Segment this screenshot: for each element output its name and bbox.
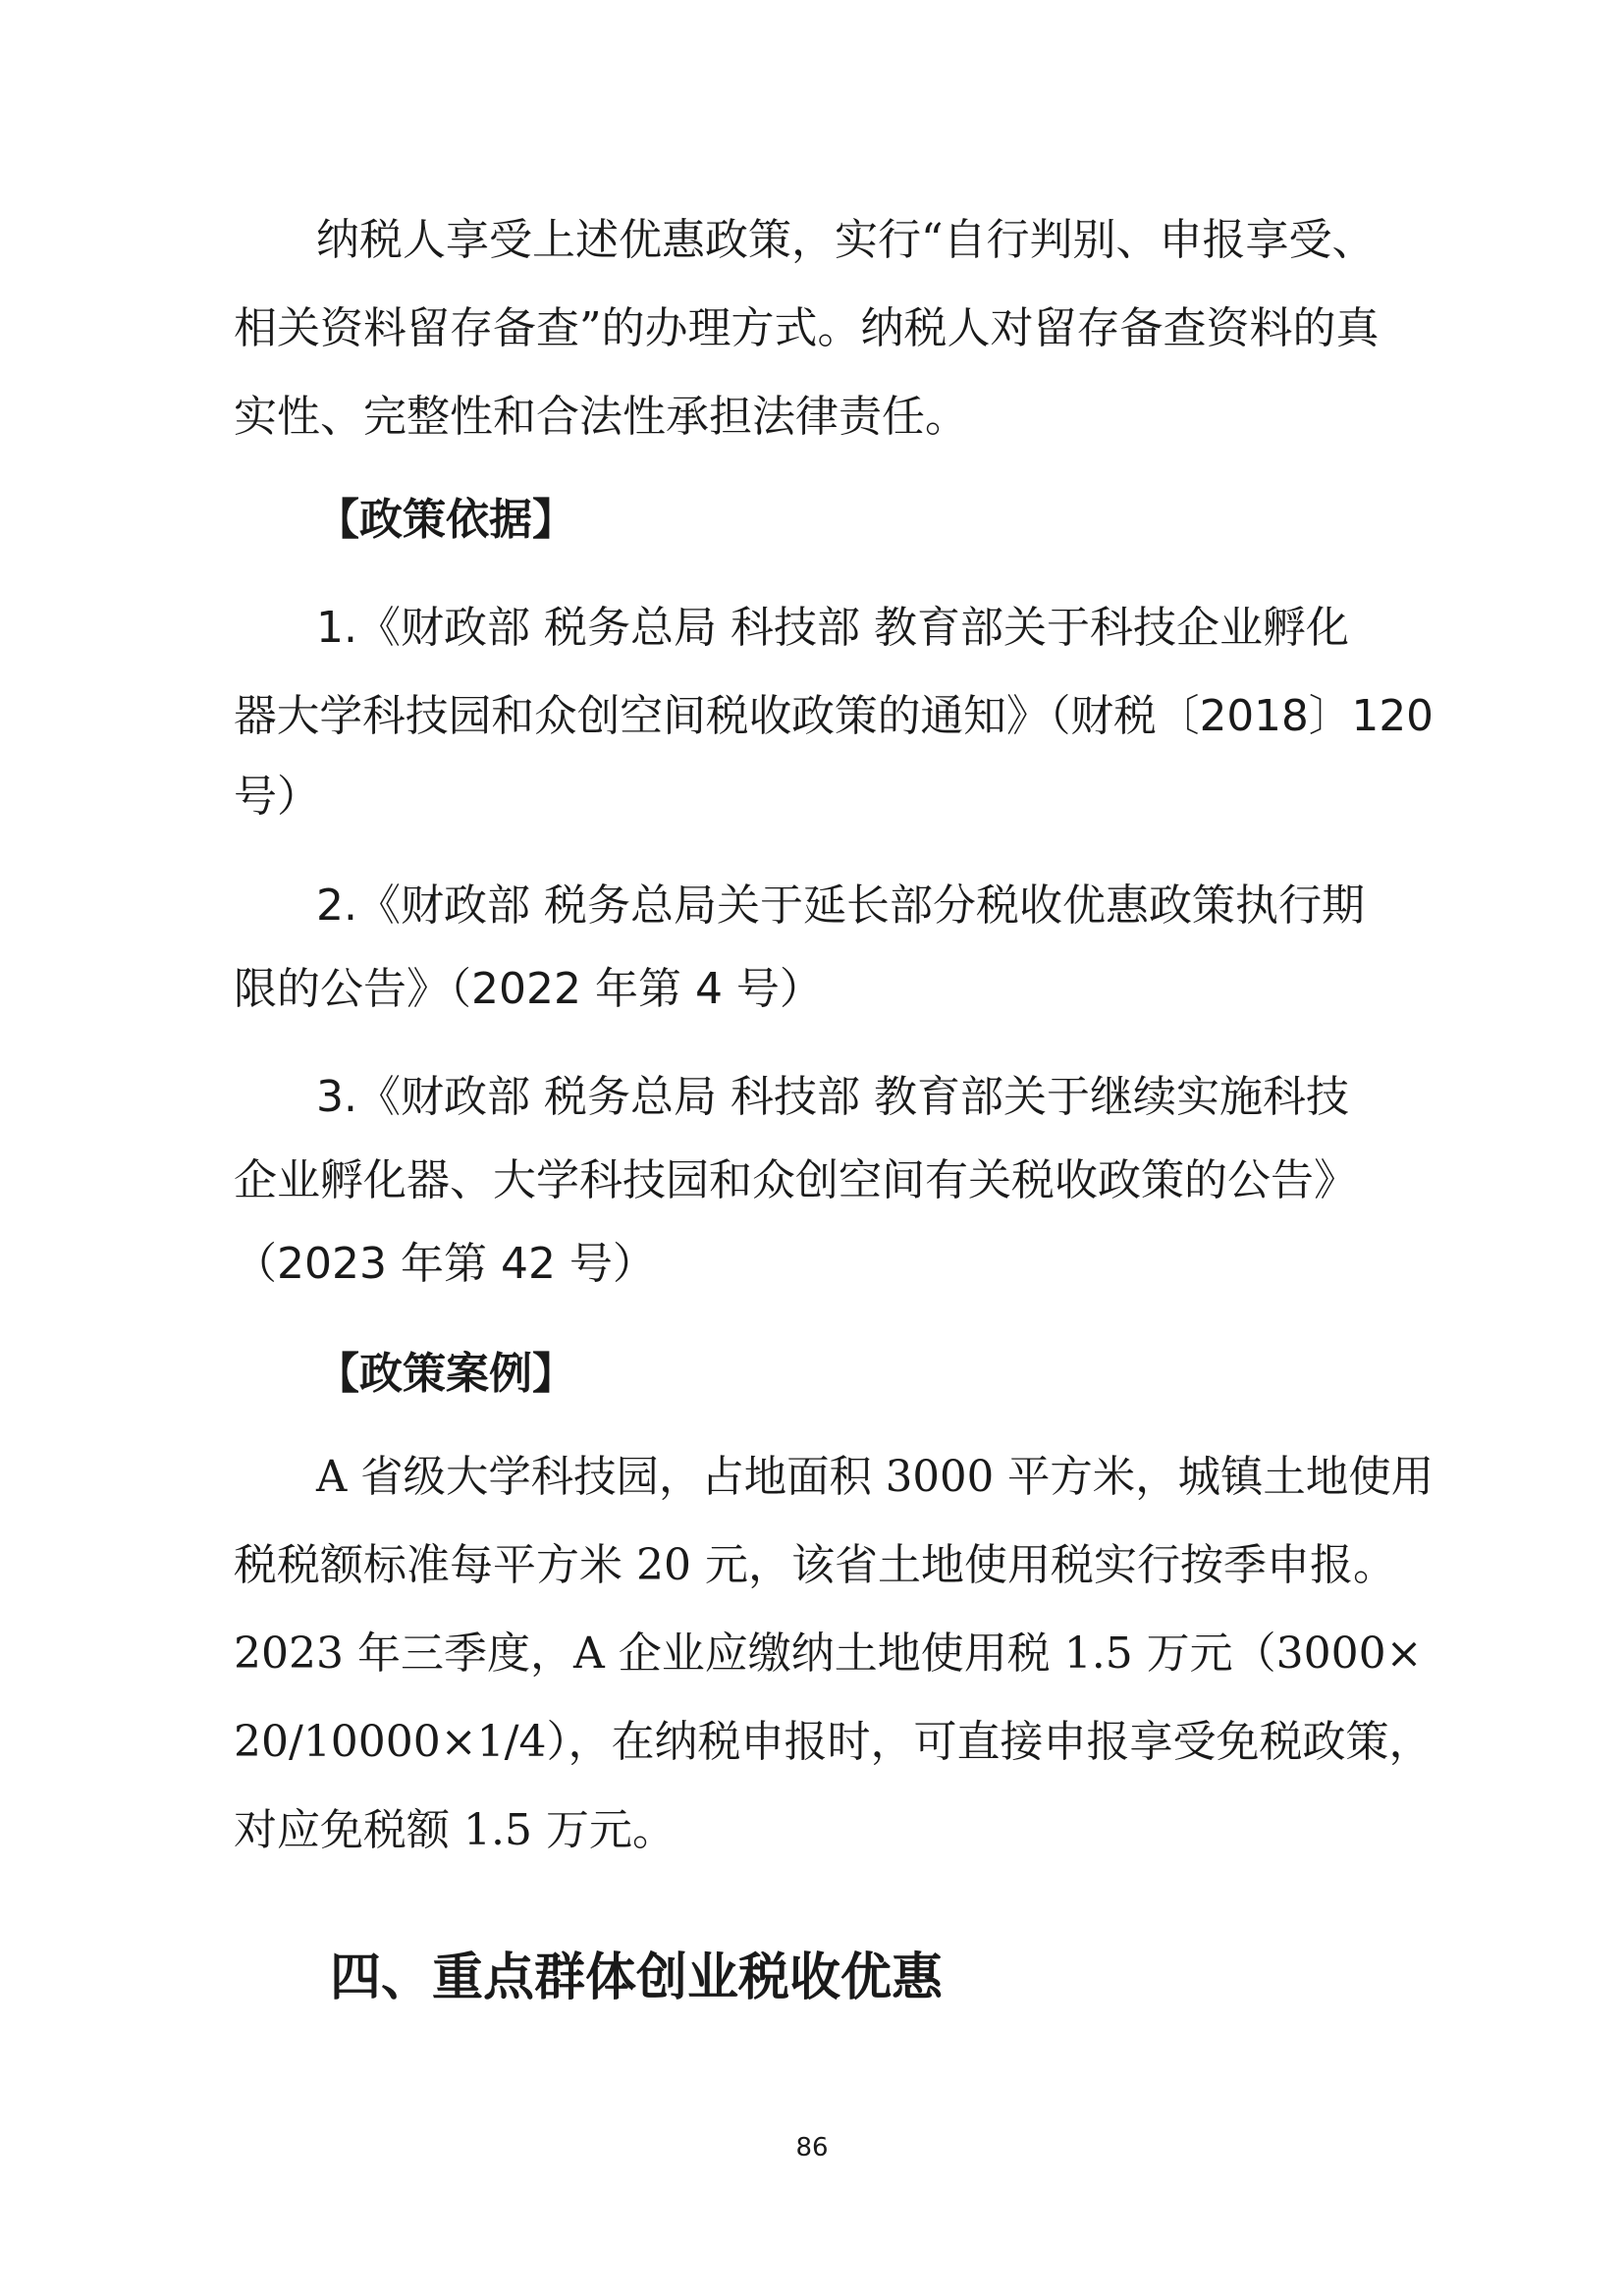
policy-case-heading: 【政策案例】 — [316, 1349, 575, 1399]
case-line: 对应免税额 1.5 万元。 — [234, 1805, 676, 1855]
basis-item-line: 1.《财政部 税务总局 科技部 教育部关于科技企业孵化 — [316, 603, 1349, 653]
basis-item-line: （2023 年第 42 号） — [234, 1239, 656, 1289]
basis-item-line: 号） — [234, 772, 320, 822]
basis-item-line: 限的公告》（2022 年第 4 号） — [234, 964, 823, 1014]
case-line: A 省级大学科技园，占地面积 3000 平方米，城镇土地使用 — [316, 1452, 1435, 1502]
case-line: 税税额标准每平方米 20 元，该省土地使用税实行按季申报。 — [234, 1540, 1396, 1590]
case-line: 2023 年三季度，A 企业应缴纳土地使用税 1.5 万元（3000× — [234, 1629, 1423, 1679]
page-number: 86 — [795, 2133, 829, 2163]
section-title: 四、重点群体创业税收优惠 — [330, 1949, 944, 2007]
paragraph-line: 相关资料留存备查”的办理方式。纳税人对留存备查资料的真 — [234, 303, 1380, 353]
basis-item-line: 3.《财政部 税务总局 科技部 教育部关于继续实施科技 — [316, 1072, 1349, 1122]
paragraph-line: 实性、完整性和合法性承担法律责任。 — [234, 392, 968, 442]
policy-basis-heading: 【政策依据】 — [316, 495, 575, 545]
case-line: 20/10000×1/4），在纳税申报时，可直接申报享受免税政策， — [234, 1717, 1433, 1767]
paragraph-line: 纳税人享受上述优惠政策，实行“自行判别、申报享受、 — [316, 215, 1376, 265]
basis-item-line: 2.《财政部 税务总局关于延长部分税收优惠政策执行期 — [316, 881, 1365, 931]
basis-item-line: 器大学科技园和众创空间税收政策的通知》（财税〔2018〕120 — [234, 691, 1434, 741]
basis-item-line: 企业孵化器、大学科技园和众创空间有关税收政策的公告》 — [234, 1155, 1357, 1205]
